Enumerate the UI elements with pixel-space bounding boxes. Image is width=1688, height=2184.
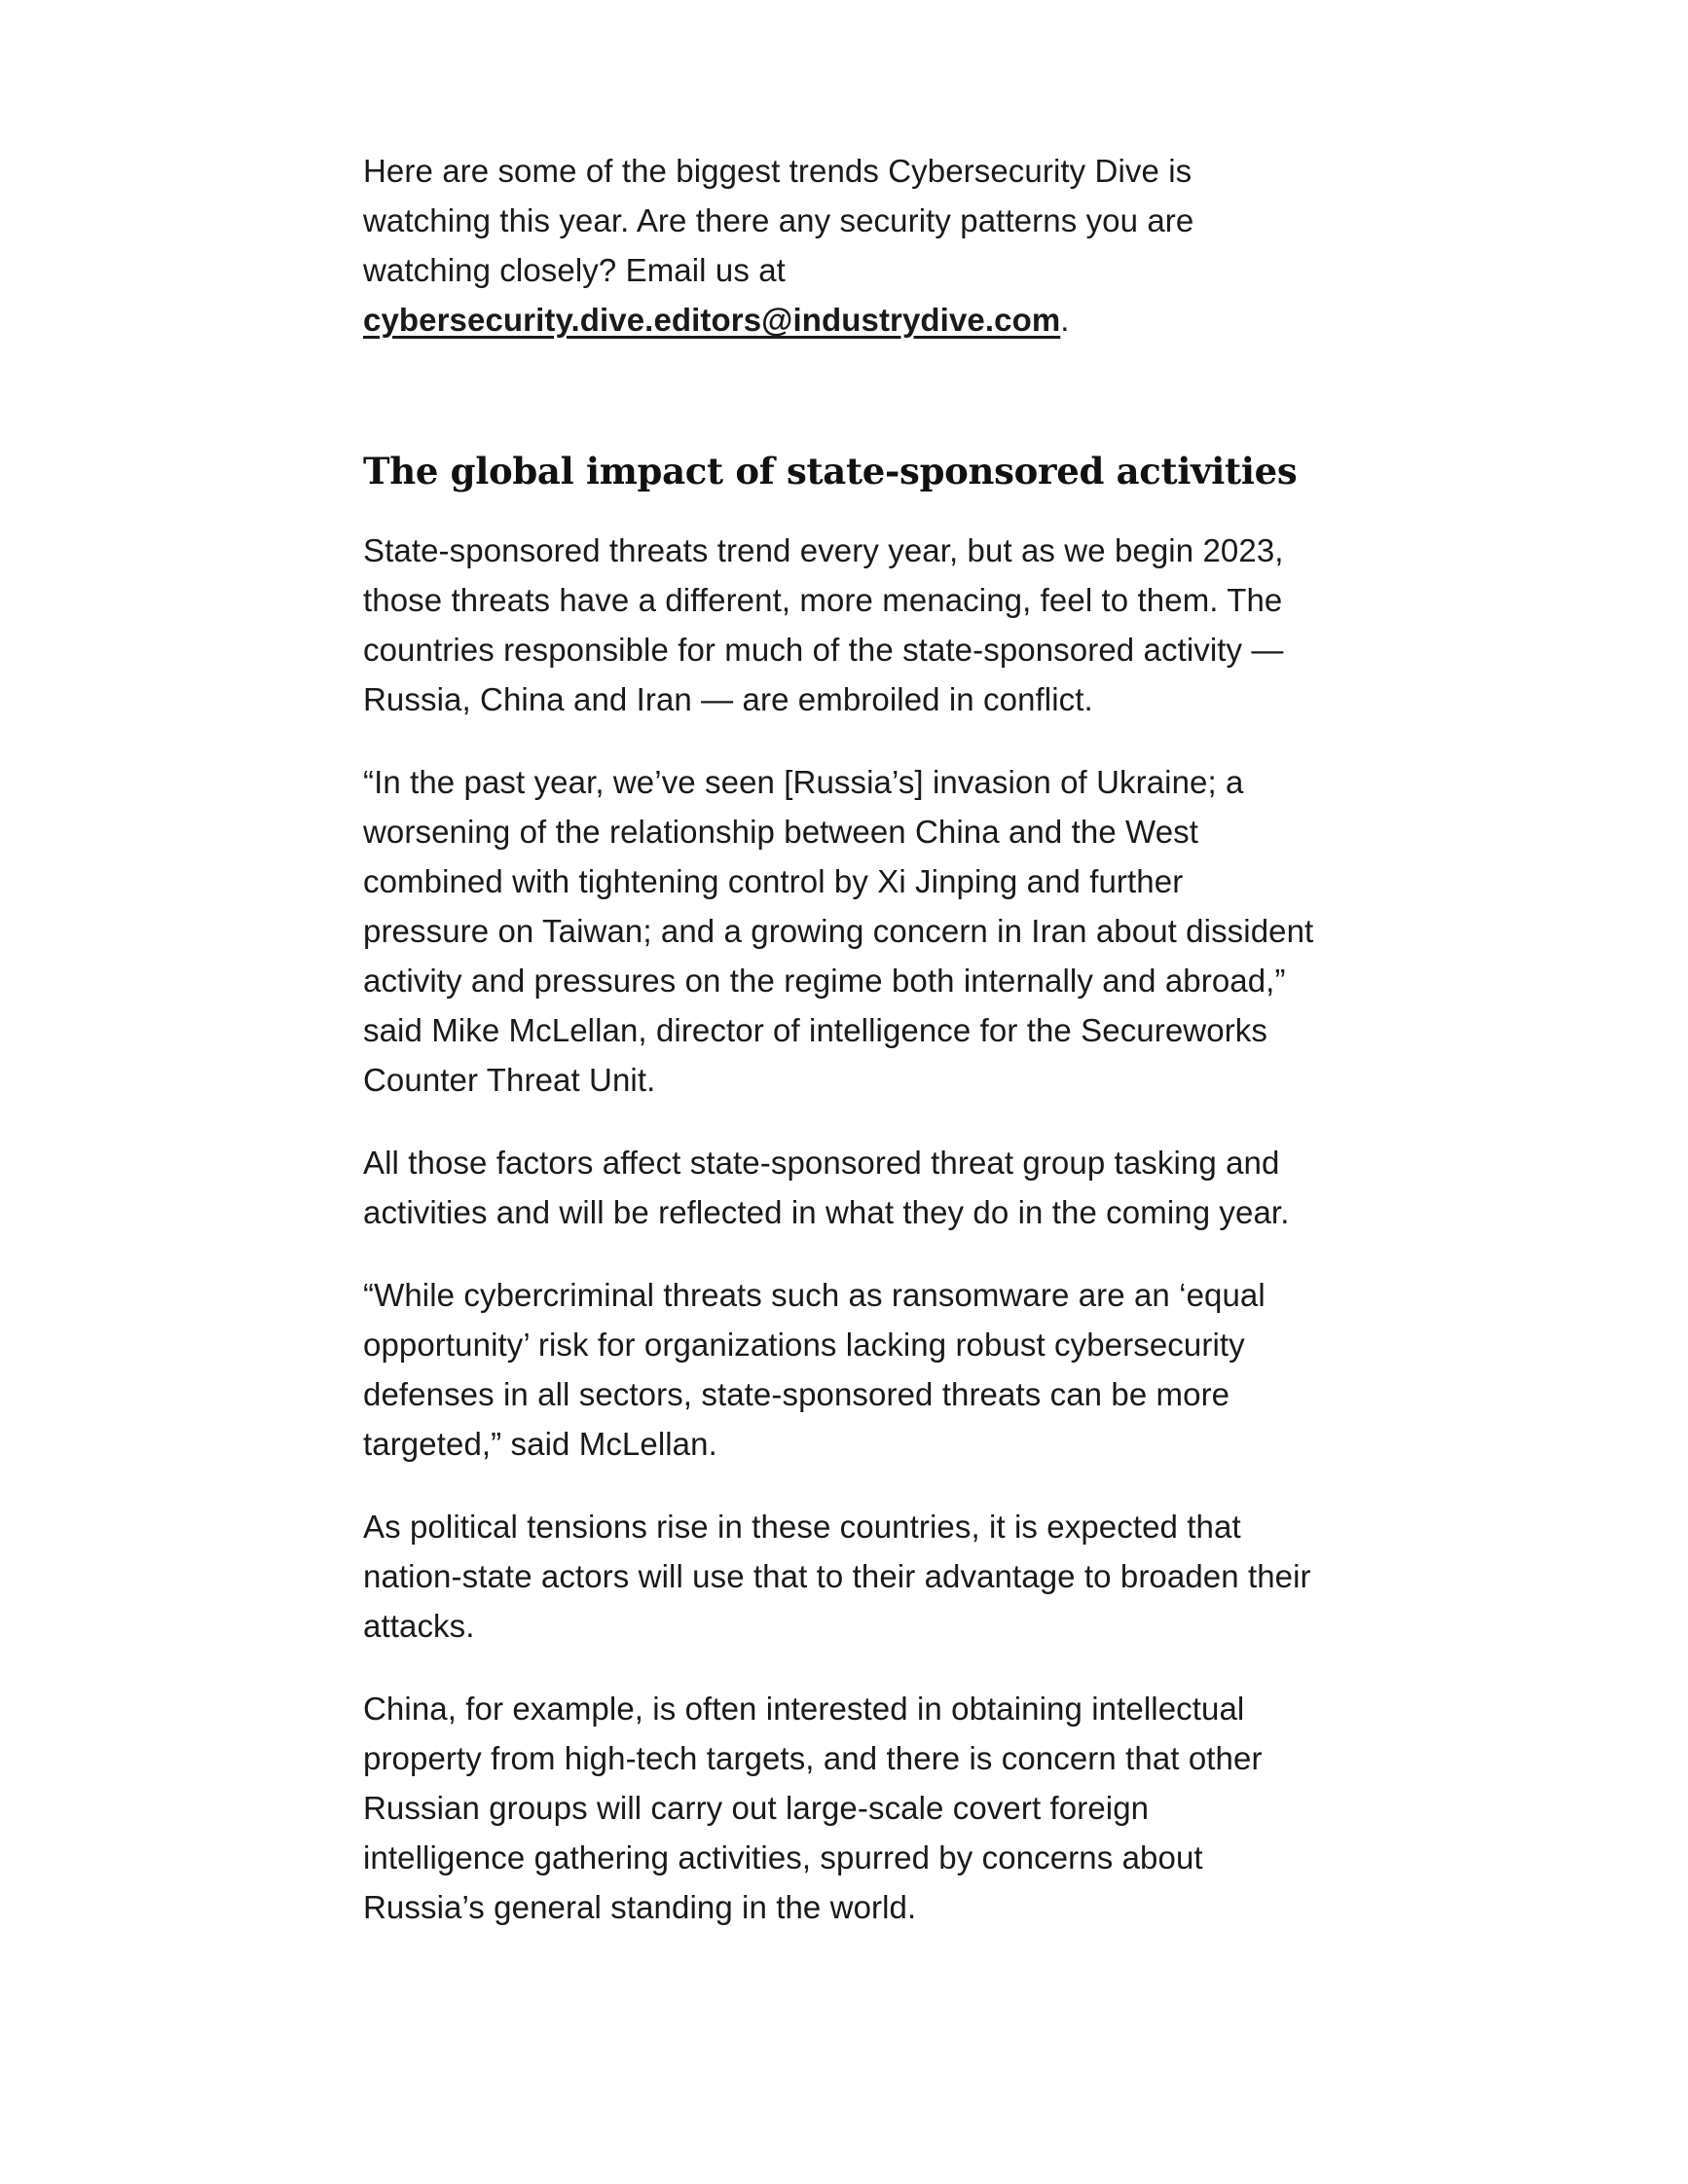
body-paragraph-4: “While cybercriminal threats such as ransomware are an ‘equal opportunity’ risk for organizations lacking robust cybersecurity defenses in all sectors, state-sponsored threats can be more targeted,” said McLellan. [363,1277,1266,1462]
editors-email-link[interactable]: cybersecurity.dive.editors@industrydive.com [363,302,1061,338]
article-body [363,146,1317,1965]
body-paragraph-3: All those factors affect state-sponsored threat group tasking and activities and will be reflected in what they do in the coming year. [363,1145,1290,1230]
intro-text: Here are some of the biggest trends Cybersecurity Dive is watching this year. Are there any security patterns you are watching closely? Email us at [363,153,1194,288]
intro-paragraph [363,146,1317,345]
body-paragraph-1: State-sponsored threats trend every year, but as we begin 2023, those threats have a different, more menacing, feel to them. The countries responsible for much of the state-sponsored activity — Russia, China and Iran — are embroiled in conflict. [363,532,1284,717]
section-heading: The global impact of state-sponsored activities [363,450,1298,492]
body-paragraph-6: China, for example, is often interested in obtaining intellectual property from high-tech targets, and there is concern that other Russian groups will carry out large-scale covert foreign intelligence gathering activities, spurred by concerns about Russia’s general standing in the world. [363,1691,1263,1925]
body-paragraph-2: “In the past year, we’ve seen [Russia’s] invasion of Ukraine; a worsening of the relationship between China and the West combined with tightening control by Xi Jinping and further pressure on Taiwan; and a growing concern in Iran about dissident activity and pressures on the regime both internally and abroad,” said Mike McLellan, director of intelligence for the Secureworks Counter Threat Unit. [363,764,1314,1098]
body-paragraph-5: As political tensions rise in these countries, it is expected that nation-state actors will use that to their advantage to broaden their attacks. [363,1509,1311,1644]
intro-trailing: . [1060,302,1070,338]
